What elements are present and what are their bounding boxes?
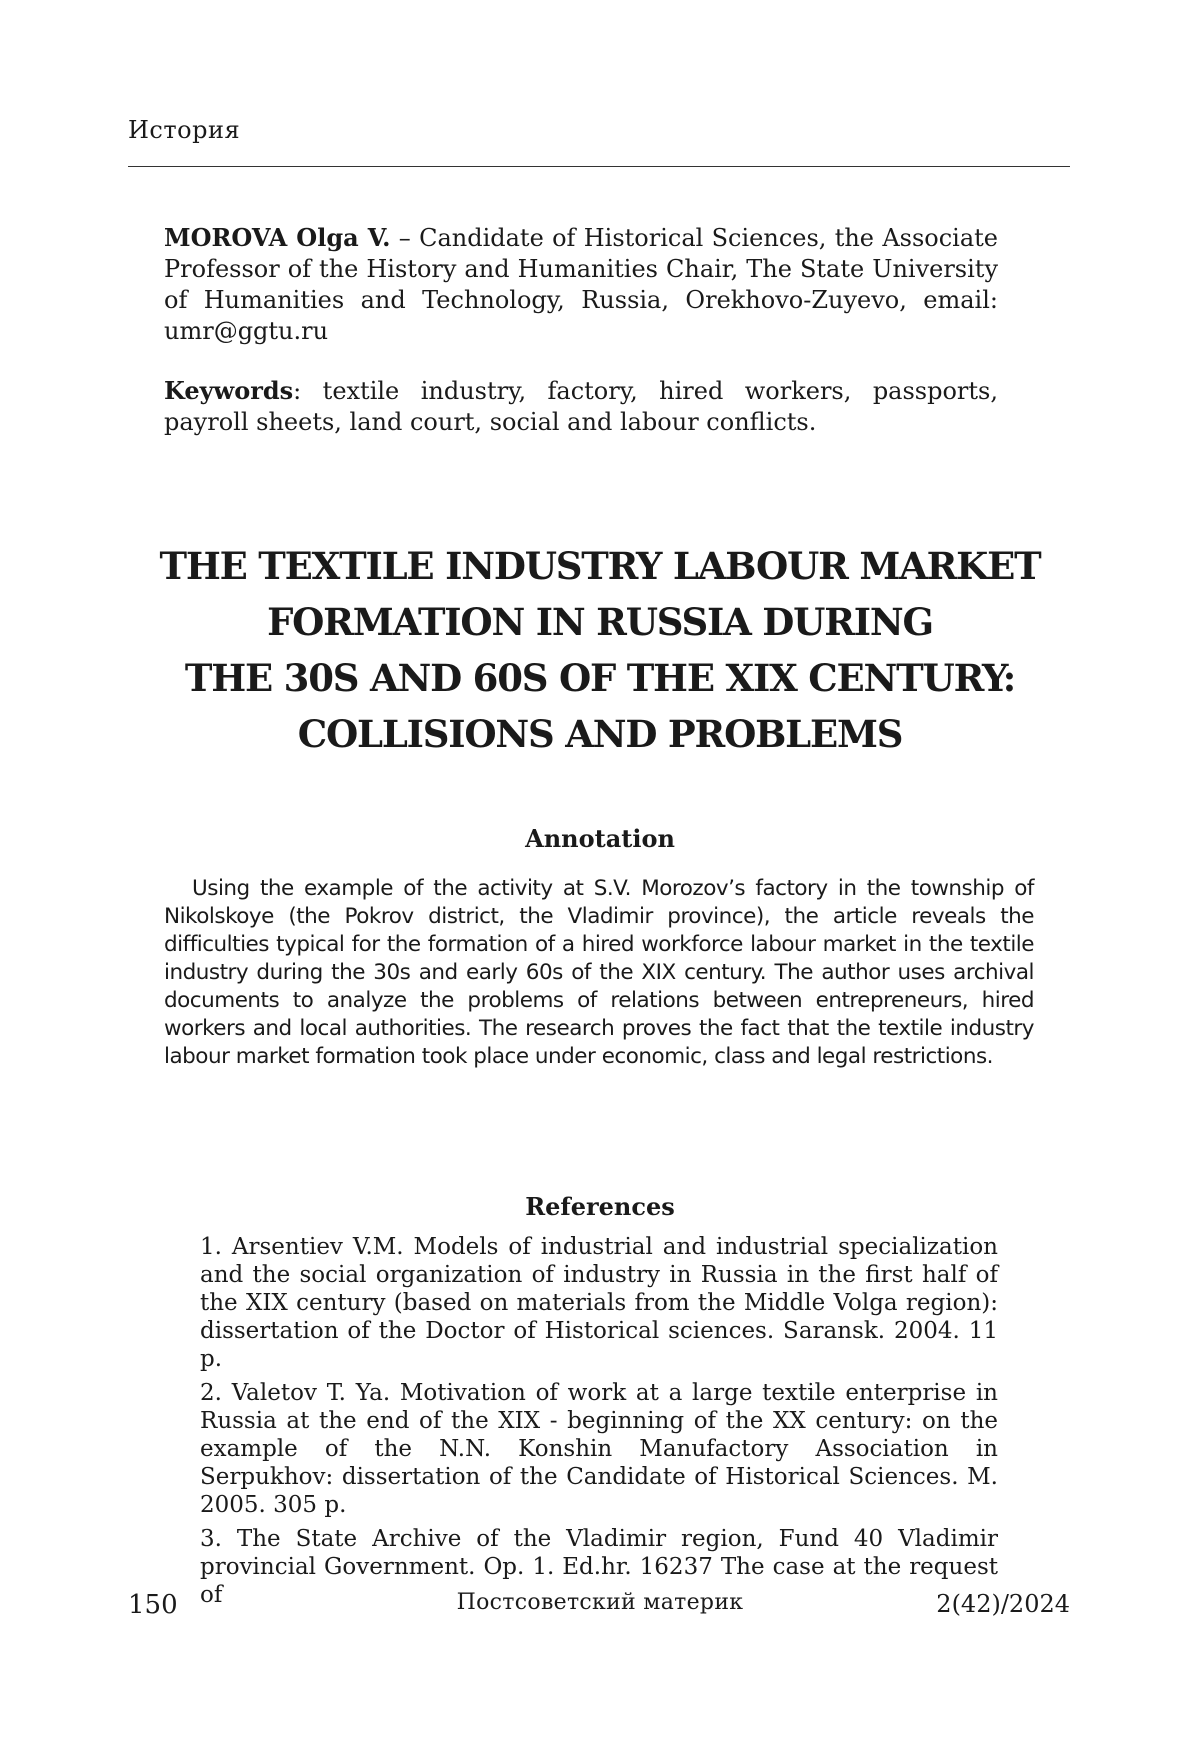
- keywords-label: Keywords: [164, 376, 294, 405]
- annotation-text: Using the example of the activity at S.V. Morozov’s factory in the township of Nikolskoye (the Pokrov district, the Vladimir province), the article reveals the difficulties typical for the formation of a hired workforce labour market in the textile industry during the 30s and early 60s of the XIX century. The author uses archival documents to analyze the problems of relations between entrepreneurs, hired workers and local authorities. The research proves the fact that the textile industry labour market formation took place under economic, class and legal restrictions.: [164, 876, 1034, 1069]
- author-info: [164, 222, 998, 347]
- title-line: FORMATION IN RUSSIA DURING: [267, 600, 933, 644]
- title-line: THE 30S AND 60S OF THE XIX CENTURY:: [184, 656, 1016, 700]
- reference-item: 1. Arsentiev V.M. Models of industrial and industrial specialization and the social organization of industry in Russia in the first half of the XIX century (based on materials from the Middle Volga region): dissertation of the Doctor of Historical sciences. Saransk. 2004. 11 p.: [200, 1234, 998, 1372]
- article-title: [100, 538, 1100, 762]
- title-line: THE TEXTILE INDUSTRY LABOUR MARKET: [159, 544, 1041, 588]
- header-rule: [128, 166, 1070, 167]
- issue-number: 2(42)/2024: [936, 1590, 1070, 1618]
- author-name: MOROVA Olga V.: [164, 223, 391, 252]
- reference-item: 2. Valetov T. Ya. Motivation of work at a large textile enterprise in Russia at the end of the XIX - beginning of the XX century: on the example of the N.N. Konshin Manufactory Association in Serpukhov: dissertation of the Candidate of Historical Sciences. M. 2005. 305 p.: [200, 1380, 998, 1518]
- keywords-text: : textile industry, factory, hired workers, passports, payroll sheets, land court, social and labour conflicts.: [164, 377, 998, 436]
- reference-item: 3. The State Archive of the Vladimir region, Fund 40 Vladimir provincial Government. Op. 1. Ed.hr. 16237 The case at the request of: [200, 1526, 998, 1608]
- page-number: 150: [128, 1590, 178, 1620]
- journal-name: Постсоветский материк: [456, 1590, 744, 1615]
- running-head-section: История: [128, 116, 241, 144]
- references-heading: References: [525, 1192, 675, 1221]
- title-line: COLLISIONS AND PROBLEMS: [297, 712, 903, 756]
- keywords: [164, 375, 998, 438]
- annotation-heading: Annotation: [525, 824, 675, 853]
- author-bio: – Candidate of Historical Sciences, the Associate Professor of the History and Humanities Chair, The State University of Humanities and Technology, Russia, Orekhovo-Zuyevo, email: umr@ggtu.ru: [164, 224, 998, 345]
